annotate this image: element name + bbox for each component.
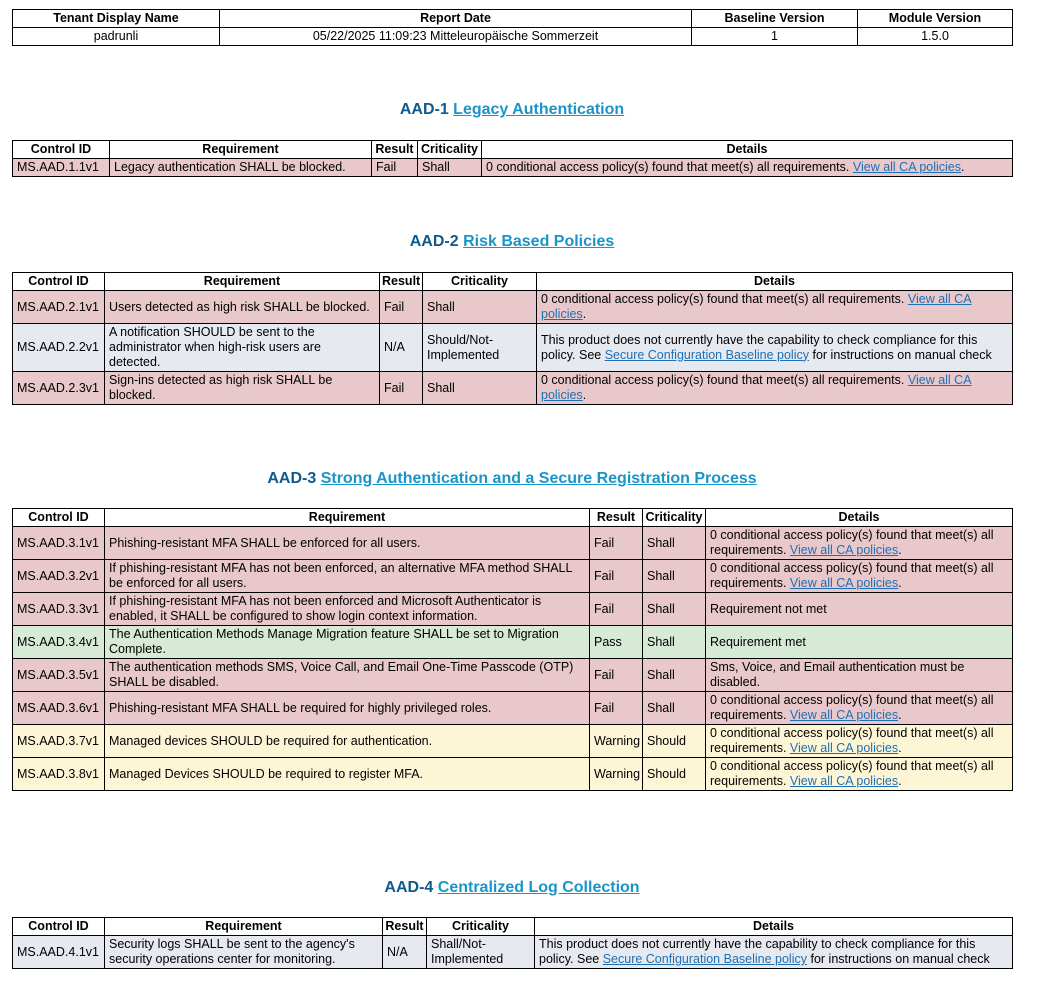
control-id-cell: MS.AAD.4.1v1 — [13, 936, 105, 969]
details-text: Sms, Voice, and Email authentication must be disabled. — [710, 660, 965, 689]
control-id-cell: MS.AAD.3.5v1 — [13, 659, 105, 692]
details-suffix: for instructions on manual check — [812, 347, 992, 362]
result-cell: Fail — [590, 692, 643, 725]
view-ca-policies-link[interactable]: View all CA policies — [789, 774, 899, 788]
column-header-details: Details — [535, 918, 1013, 936]
controls-table-aad-2 — [12, 272, 1013, 405]
details-cell — [706, 527, 1013, 560]
details-text: 0 conditional access policy(s) found that meet(s) all requirements. — [541, 292, 905, 306]
control-id-cell: MS.AAD.3.4v1 — [13, 626, 105, 659]
view-ca-policies-link[interactable]: View all CA policies — [789, 708, 899, 722]
baseline-version: 1 — [692, 28, 858, 46]
table-row — [13, 372, 1013, 405]
criticality-cell: Shall — [643, 626, 706, 659]
section-heading-aad-2 — [0, 233, 1024, 251]
control-id-cell: MS.AAD.3.1v1 — [13, 527, 105, 560]
details-suffix: . — [898, 708, 902, 722]
criticality-cell: Shall — [643, 593, 706, 626]
column-header-requirement: Requirement — [105, 273, 380, 291]
section-heading-aad-4 — [0, 879, 1024, 897]
column-header-control-id: Control ID — [13, 918, 105, 936]
details-cell — [482, 159, 1013, 177]
control-id-cell: MS.AAD.3.8v1 — [13, 758, 105, 791]
requirement-cell: Security logs SHALL be sent to the agency's security operations center for monitoring. — [105, 936, 383, 969]
details-suffix: . — [898, 543, 902, 557]
tenant-display-name: padrunli — [13, 28, 220, 46]
controls-table-aad-1 — [12, 140, 1013, 177]
details-text: 0 conditional access policy(s) found that meet(s) all requirements. — [486, 160, 850, 174]
report-date: 05/22/2025 11:09:23 Mitteleuropäische Sommerzeit — [220, 28, 692, 46]
details-text: 0 conditional access policy(s) found that meet(s) all requirements. — [710, 693, 994, 722]
table-row — [13, 936, 1013, 969]
table-header-row — [13, 509, 1013, 527]
module-version: 1.5.0 — [858, 28, 1013, 46]
column-header-criticality: Criticality — [427, 918, 535, 936]
table-row — [13, 527, 1013, 560]
column-header-requirement: Requirement — [105, 918, 383, 936]
section-link-strong-authentication[interactable]: Strong Authentication and a Secure Registration Process — [320, 470, 757, 487]
column-header-criticality: Criticality — [643, 509, 706, 527]
result-cell: Warning — [590, 758, 643, 791]
control-id-cell: MS.AAD.3.3v1 — [13, 593, 105, 626]
requirement-cell: If phishing-resistant MFA has not been enforced and Microsoft Authenticator is enabled, it SHALL be configured to show login context information. — [105, 593, 590, 626]
table-row — [13, 626, 1013, 659]
controls-table-aad-3 — [12, 508, 1013, 791]
details-suffix: . — [898, 774, 902, 788]
result-cell: N/A — [383, 936, 427, 969]
requirement-cell: Managed Devices SHOULD be required to register MFA. — [105, 758, 590, 791]
result-cell: Warning — [590, 725, 643, 758]
column-header-requirement: Requirement — [110, 141, 372, 159]
section-heading-aad-1 — [0, 101, 1024, 119]
column-header-requirement: Requirement — [105, 509, 590, 527]
details-cell — [706, 692, 1013, 725]
requirement-cell: The authentication methods SMS, Voice Call, and Email One-Time Passcode (OTP) SHALL be disabled. — [105, 659, 590, 692]
control-id-cell: MS.AAD.1.1v1 — [13, 159, 110, 177]
criticality-cell: Shall — [643, 659, 706, 692]
details-suffix: . — [898, 741, 902, 755]
criticality-cell: Shall — [418, 159, 482, 177]
section-link-legacy-authentication[interactable]: Legacy Authentication — [453, 101, 625, 118]
control-id-cell: MS.AAD.3.7v1 — [13, 725, 105, 758]
table-row — [13, 324, 1013, 372]
details-cell — [706, 560, 1013, 593]
details-text: Requirement not met — [710, 601, 827, 616]
requirement-cell: If phishing-resistant MFA has not been enforced, an alternative MFA method SHALL be enforced for all users. — [105, 560, 590, 593]
control-id-cell: MS.AAD.2.2v1 — [13, 324, 105, 372]
meta-header-baseline-version: Baseline Version — [692, 10, 858, 28]
meta-header-report-date: Report Date — [220, 10, 692, 28]
controls-table-aad-4 — [12, 917, 1013, 969]
view-ca-policies-link[interactable]: View all CA policies — [541, 292, 972, 321]
criticality-cell: Should/Not-Implemented — [423, 324, 537, 372]
view-ca-policies-link[interactable]: View all CA policies — [789, 741, 899, 755]
column-header-result: Result — [380, 273, 423, 291]
control-id-cell: MS.AAD.2.1v1 — [13, 291, 105, 324]
section-id: AAD-2 — [409, 233, 459, 250]
section-link-risk-based-policies[interactable]: Risk Based Policies — [463, 233, 615, 250]
view-ca-policies-link[interactable]: View all CA policies — [789, 543, 899, 557]
details-cell — [706, 659, 1013, 692]
requirement-cell: Sign-ins detected as high risk SHALL be blocked. — [105, 372, 380, 405]
details-text: 0 conditional access policy(s) found that meet(s) all requirements. — [710, 759, 994, 788]
column-header-control-id: Control ID — [13, 509, 105, 527]
details-cell — [706, 725, 1013, 758]
criticality-cell: Shall — [423, 291, 537, 324]
details-suffix: . — [582, 307, 587, 321]
view-ca-policies-link[interactable]: View all CA policies — [852, 160, 962, 174]
column-header-result: Result — [372, 141, 418, 159]
meta-header-module-version: Module Version — [858, 10, 1013, 28]
section-heading-aad-3 — [0, 470, 1024, 488]
column-header-control-id: Control ID — [13, 141, 110, 159]
column-header-criticality: Criticality — [418, 141, 482, 159]
baseline-policy-link[interactable]: Secure Configuration Baseline policy — [604, 347, 809, 362]
details-cell — [537, 372, 1013, 405]
requirement-cell: Phishing-resistant MFA SHALL be required for highly privileged roles. — [105, 692, 590, 725]
details-cell — [537, 324, 1013, 372]
table-row — [13, 291, 1013, 324]
criticality-cell: Should — [643, 725, 706, 758]
requirement-cell: The Authentication Methods Manage Migration feature SHALL be set to Migration Complete. — [105, 626, 590, 659]
details-cell — [537, 291, 1013, 324]
baseline-policy-link[interactable]: Secure Configuration Baseline policy — [602, 952, 807, 966]
details-text: 0 conditional access policy(s) found that meet(s) all requirements. — [710, 528, 994, 557]
meta-header-row — [13, 10, 1013, 28]
column-header-criticality: Criticality — [423, 273, 537, 291]
details-suffix: for instructions on manual check — [810, 952, 990, 966]
details-cell — [706, 593, 1013, 626]
requirement-cell: Legacy authentication SHALL be blocked. — [110, 159, 372, 177]
control-id-cell: MS.AAD.3.6v1 — [13, 692, 105, 725]
criticality-cell: Should — [643, 758, 706, 791]
result-cell: Fail — [380, 372, 423, 405]
details-text: 0 conditional access policy(s) found that meet(s) all requirements. — [710, 561, 994, 590]
details-text: 0 conditional access policy(s) found that meet(s) all requirements. — [710, 726, 994, 755]
result-cell: Fail — [380, 291, 423, 324]
result-cell: Fail — [590, 527, 643, 560]
table-header-row — [13, 273, 1013, 291]
details-text: Requirement met — [710, 634, 806, 649]
column-header-details: Details — [537, 273, 1013, 291]
section-id: AAD-4 — [384, 879, 434, 896]
criticality-cell: Shall — [643, 692, 706, 725]
criticality-cell: Shall — [643, 527, 706, 560]
details-suffix: . — [898, 576, 902, 590]
details-suffix: . — [961, 160, 965, 174]
column-header-details: Details — [706, 509, 1013, 527]
result-cell: Fail — [590, 560, 643, 593]
view-ca-policies-link[interactable]: View all CA policies — [541, 373, 972, 402]
meta-header-tenant: Tenant Display Name — [13, 10, 220, 28]
column-header-details: Details — [482, 141, 1013, 159]
requirement-cell: Phishing-resistant MFA SHALL be enforced for all users. — [105, 527, 590, 560]
table-row — [13, 758, 1013, 791]
view-ca-policies-link[interactable]: View all CA policies — [789, 576, 899, 590]
section-id: AAD-3 — [267, 470, 317, 487]
table-row — [13, 560, 1013, 593]
section-link-centralized-log-collection[interactable]: Centralized Log Collection — [437, 879, 640, 896]
criticality-cell: Shall — [423, 372, 537, 405]
details-text: This product does not currently have the capability to check compliance for this policy. See — [539, 937, 976, 966]
details-cell — [535, 936, 1013, 969]
details-cell — [706, 758, 1013, 791]
table-row — [13, 725, 1013, 758]
details-suffix: . — [582, 388, 587, 402]
details-text: This product does not currently have the capability to check compliance for this policy. See — [541, 332, 978, 362]
table-row — [13, 692, 1013, 725]
table-header-row — [13, 918, 1013, 936]
result-cell: Fail — [590, 659, 643, 692]
table-header-row — [13, 141, 1013, 159]
criticality-cell: Shall — [643, 560, 706, 593]
details-text: 0 conditional access policy(s) found that meet(s) all requirements. — [541, 373, 905, 387]
details-cell — [706, 626, 1013, 659]
table-row — [13, 593, 1013, 626]
section-id: AAD-1 — [399, 101, 449, 118]
requirement-cell: A notification SHOULD be sent to the administrator when high-risk users are detected. — [105, 324, 380, 372]
result-cell: Fail — [372, 159, 418, 177]
control-id-cell: MS.AAD.2.3v1 — [13, 372, 105, 405]
result-cell: N/A — [380, 324, 423, 372]
column-header-result: Result — [383, 918, 427, 936]
table-row — [13, 159, 1013, 177]
column-header-result: Result — [590, 509, 643, 527]
result-cell: Pass — [590, 626, 643, 659]
column-header-control-id: Control ID — [13, 273, 105, 291]
requirement-cell: Users detected as high risk SHALL be blocked. — [105, 291, 380, 324]
result-cell: Fail — [590, 593, 643, 626]
criticality-cell: Shall/Not-Implemented — [427, 936, 535, 969]
table-row — [13, 659, 1013, 692]
requirement-cell: Managed devices SHOULD be required for authentication. — [105, 725, 590, 758]
report-meta-table — [12, 9, 1013, 46]
control-id-cell: MS.AAD.3.2v1 — [13, 560, 105, 593]
meta-value-row — [13, 28, 1013, 46]
